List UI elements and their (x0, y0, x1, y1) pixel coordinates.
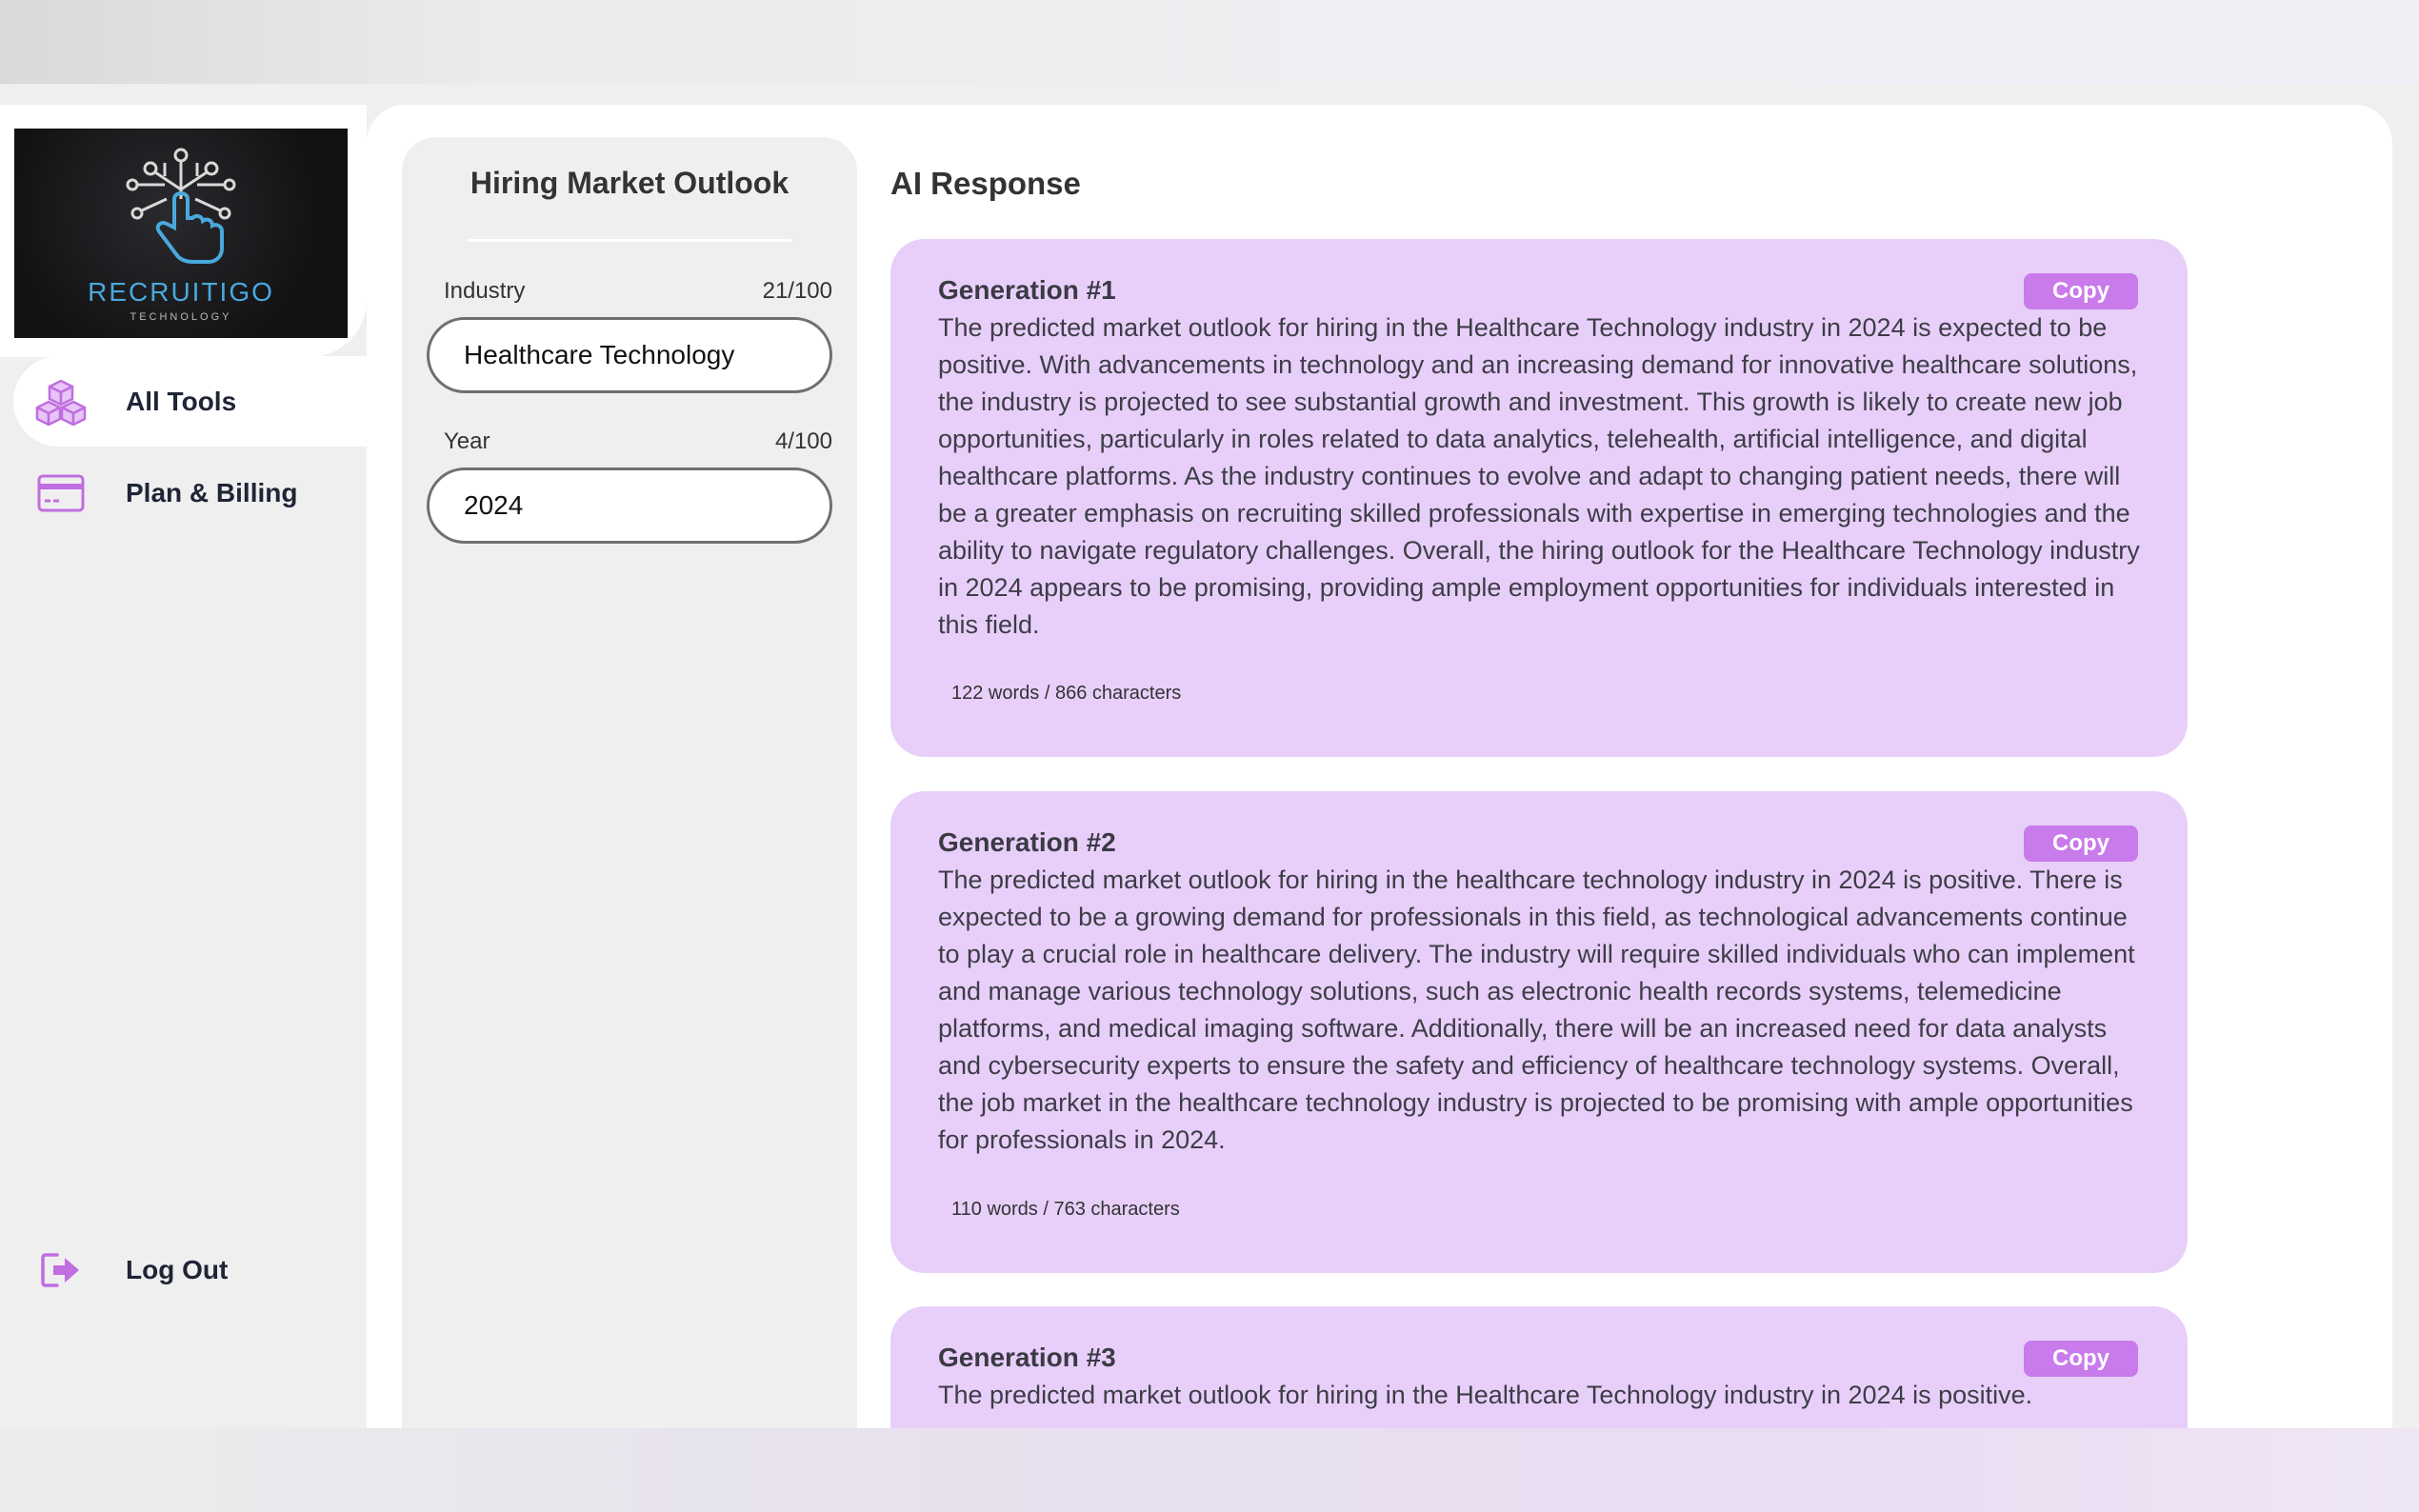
copy-button[interactable]: Copy (2024, 826, 2138, 862)
circuit-hand-icon (119, 132, 243, 275)
logo-holder (0, 105, 367, 357)
sidebar-item-label: Plan & Billing (126, 477, 298, 507)
year-char-counter: 4/100 (774, 428, 832, 454)
year-input[interactable]: 2024 (427, 468, 832, 544)
industry-char-counter: 21/100 (762, 278, 832, 304)
brand-tagline: TECHNOLOGY (130, 311, 232, 323)
sidebar-item-all-tools[interactable] (13, 356, 367, 447)
cubes-icon (32, 373, 90, 430)
generation-text: The predicted market outlook for hiring in the healthcare technology industry in 2024 is positive. There is expected to be a growing demand for professionals in this field, as technological advancements continue to play a crucial role in healthcare delivery. The industry will require skilled individuals who can implement and manage various technology solutions, such as electronic health records systems, telemedicine platforms, and medical imaging software. Additionally, there will be an increased need for data analysts and cybersecurity experts to ensure the safety and efficiency of healthcare technology systems. Overall, the job market in the healthcare technology industry is projected to be promising with ample opportunities for professionals in 2024. (938, 865, 2135, 1154)
generation-text: The predicted market outlook for hiring in the Healthcare Technology industry in 2024 is positive. (938, 1381, 2033, 1409)
top-window-band (0, 0, 2419, 84)
generation-heading: Generation #1 (938, 275, 1116, 305)
logout-label: Log Out (126, 1254, 229, 1284)
generation-card (890, 239, 2188, 757)
logout-icon (32, 1242, 90, 1299)
generation-heading: Generation #2 (938, 827, 1116, 857)
logout-button[interactable] (13, 1224, 367, 1315)
response-title: AI Response (890, 166, 1081, 201)
sidebar-item-label: All Tools (126, 386, 237, 416)
generation-card (890, 791, 2188, 1273)
generation-word-count: 110 words / 763 characters (951, 1199, 1180, 1220)
form-divider (468, 239, 791, 242)
generation-heading: Generation #3 (938, 1343, 1116, 1372)
copy-button[interactable]: Copy (2024, 273, 2138, 309)
sidebar-item-plan-billing[interactable] (13, 448, 367, 538)
sidebar (0, 84, 367, 1428)
credit-card-icon (32, 465, 90, 522)
form-title: Hiring Market Outlook (470, 166, 790, 200)
form-panel (402, 137, 857, 1428)
year-label: Year (444, 428, 490, 454)
copy-button[interactable]: Copy (2024, 1341, 2138, 1377)
generation-text: The predicted market outlook for hiring in the Healthcare Technology industry in 2024 is expected to be positive. With advancements in technology and an increasing demand for innovative healthcare solutions, the industry is projected to see substantial growth and investment. This growth is likely to create new job opportunities, particularly in roles related to data analytics, telehealth, artificial intelligence, and digital healthcare platforms. As the industry continues to evolve and adapt to changing patient needs, there will be a greater emphasis on recruiting skilled professionals with expertise in emerging technologies and the ability to navigate regulatory challenges. Overall, the hiring outlook for the Healthcare Technology industry in 2024 appears to be promising, providing ample employment opportunities for individuals interested in this field. (938, 313, 2140, 639)
main-content (367, 105, 2392, 1428)
generation-word-count: 122 words / 866 characters (951, 683, 1182, 704)
brand-name: RECRUITIGO (88, 277, 274, 307)
brand-logo[interactable] (14, 129, 348, 338)
bottom-window-band (0, 1428, 2419, 1512)
industry-label: Industry (444, 278, 526, 304)
industry-input[interactable]: Healthcare Technology (427, 317, 832, 393)
